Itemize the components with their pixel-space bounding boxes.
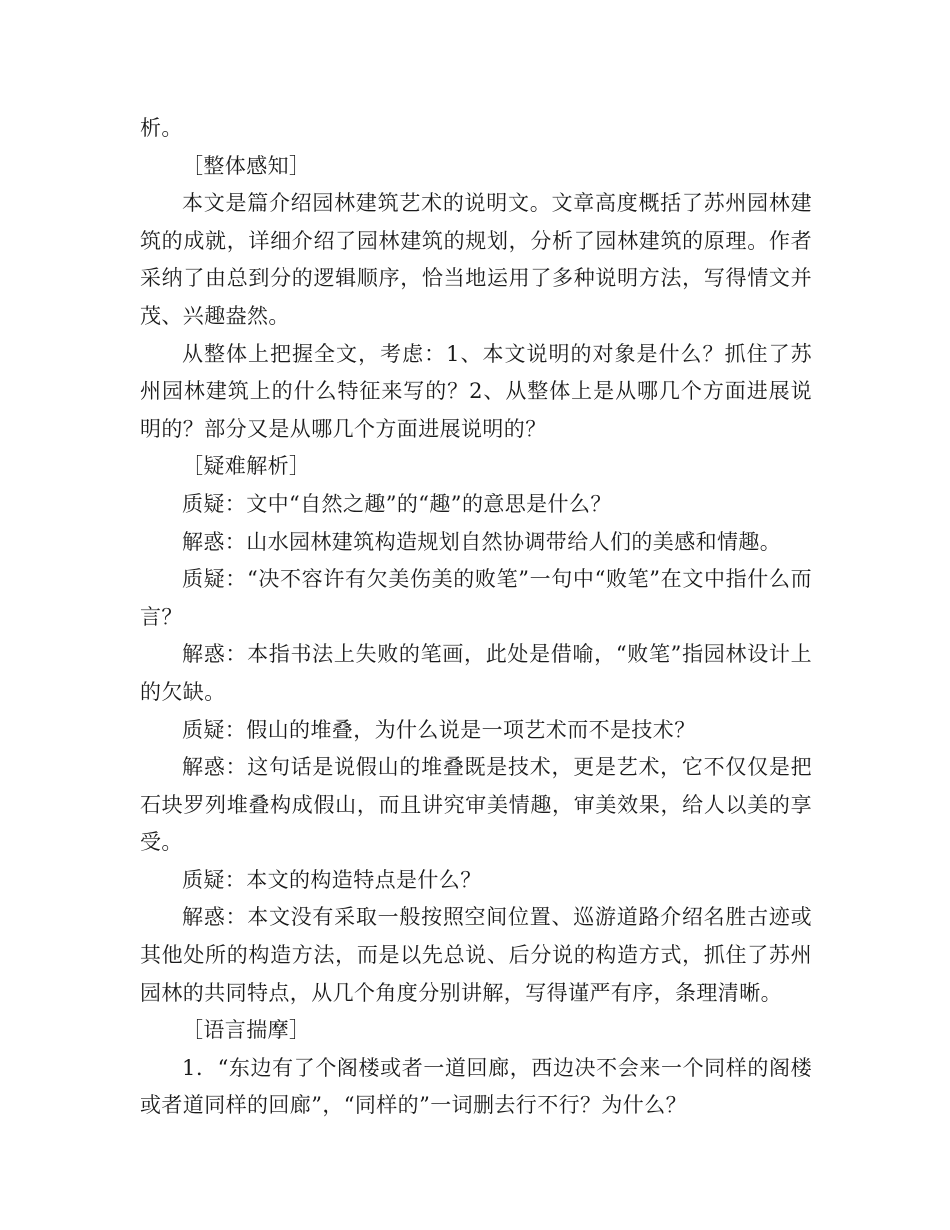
question-3: 质疑：假山的堆叠，为什么说是一项艺术而不是技术？: [182, 717, 696, 742]
document-body: [140, 110, 812, 1125]
answer-1: 解惑：山水园林建筑构造规划自然协调带给人们的美感和情趣。: [182, 529, 782, 554]
paragraph-continuation: 析。: [140, 116, 183, 140]
language-question-1: 1．“东边有了个阁楼或者一道回廊，西边决不会来一个同样的阁楼或者道同样的回廊”，“同样的”一词删去行不行？为什么？: [140, 1055, 812, 1118]
question-1: 质疑：文中“自然之趣”的“趣”的意思是什么？: [182, 491, 612, 516]
section-heading-overall: ［整体感知］: [182, 153, 311, 178]
section-heading-language: ［语言揣摩］: [182, 1018, 311, 1043]
answer-4: 解惑：本文没有采取一般按照空间位置、巡游道路介绍名胜古迹或其他处所的构造方法，而是以先总说、后分说的构造方式，抓住了苏州园林的共同特点，从几个角度分别讲解，写得谨严有序，条理清晰。: [140, 905, 812, 1005]
answer-3: 解惑：这句话是说假山的堆叠既是技术，更是艺术，它不仅仅是把石块罗列堆叠构成假山，而且讲究审美情趣，审美效果，给人以美的享受。: [140, 755, 812, 855]
section-heading-difficulties: ［疑难解析］: [182, 454, 311, 479]
question-2: 质疑：“决不容许有欠美伤美的败笔”一句中“败笔”在文中指什么而言？: [140, 567, 812, 629]
paragraph-overall-intro: 本文是篇介绍园林建筑艺术的说明文。文章高度概括了苏州园林建筑的成就，详细介绍了园林建筑的规划，分析了园林建筑的原理。作者采纳了由总到分的逻辑顺序，恰当地运用了多种说明方法，写得情文并茂、兴趣盎然。: [140, 191, 812, 328]
question-4: 质疑：本文的构造特点是什么？: [182, 867, 482, 892]
answer-2: 解惑：本指书法上失败的笔画，此处是借喻，“败笔”指园林设计上的欠缺。: [140, 642, 812, 704]
paragraph-overall-questions: 从整体上把握全文，考虑：1、本文说明的对象是什么？抓住了苏州园林建筑上的什么特征来写的？2、从整体上是从哪几个方面进展说明的？部分又是从哪几个方面进展说明的？: [140, 341, 812, 441]
